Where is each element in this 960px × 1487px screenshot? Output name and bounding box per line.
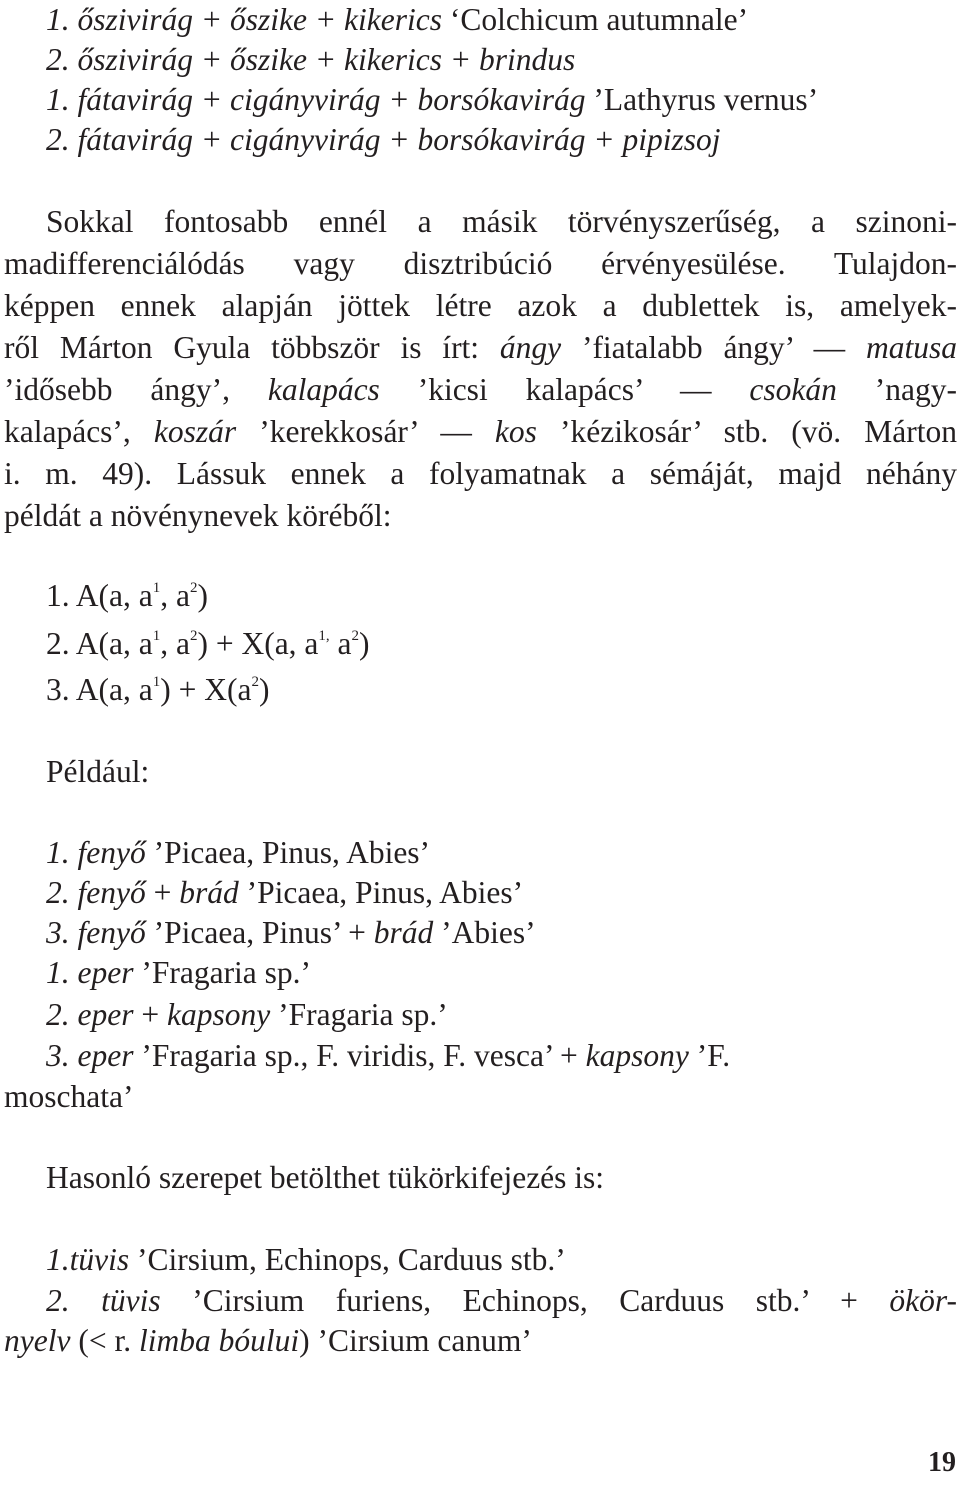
plant-name: kalapács <box>267 372 380 407</box>
gloss: ’Fragaria sp.’ <box>133 955 312 990</box>
text-run: ) <box>258 672 270 707</box>
paragraph-line <box>4 412 957 452</box>
plant-name: kapsony <box>585 1038 689 1073</box>
item-number: 2. <box>46 42 70 77</box>
text-run: ) + X(a <box>160 672 252 707</box>
text-run: 2. A(a, a <box>46 626 153 661</box>
paragraph-line: képpen ennek alapján jöttek létre azok a dublettek is, amelyek- <box>4 288 957 323</box>
gloss: ’Lathyrus vernus’ <box>585 82 819 117</box>
text-run: ) <box>359 626 370 661</box>
plant-name: nyelv <box>4 1323 71 1358</box>
plus-sign: + <box>145 875 180 910</box>
text-run: 1. A(a, a <box>46 578 153 613</box>
item-number: 1. <box>46 82 70 117</box>
gloss: ’Abies’ <box>433 915 536 950</box>
plant-name: fenyő <box>77 875 146 910</box>
paragraph-line: Sokkal fontosabb ennél a másik törvényszerűség, a szinoni- <box>46 204 957 239</box>
section-intro: Hasonló szerepet betölthet tükörkifejezés is: <box>46 1160 605 1195</box>
gloss: ’Picaea, Pinus, Abies’ <box>238 875 524 910</box>
plus-sign: + <box>193 122 231 157</box>
plus-sign: + <box>193 2 231 37</box>
gloss: ’Cirsium, Echinops, Carduus stb.’ <box>129 1242 566 1277</box>
superscript: 2 <box>189 580 198 596</box>
plus-sign: + <box>193 82 231 117</box>
item-number: 2. <box>46 997 70 1032</box>
superscript: 1 <box>152 628 161 644</box>
list-item <box>46 80 960 120</box>
example-item <box>46 913 960 953</box>
plant-name: limba bóului <box>138 1323 300 1358</box>
item-number: 1. <box>46 1242 70 1277</box>
item-number: 3. <box>46 915 70 950</box>
page-number: 19 <box>928 1447 956 1478</box>
gloss: ’Picaea, Pinus’ + <box>145 915 374 950</box>
text-run: ’kézikosár’ stb. (vö. Márton <box>536 414 957 449</box>
plant-name: eper <box>77 997 134 1032</box>
text-run: , a <box>160 626 190 661</box>
plus-sign: + <box>307 42 345 77</box>
item-number: 1. <box>46 2 70 37</box>
text-run: a <box>329 626 352 661</box>
plant-name: őszike <box>230 42 308 77</box>
item-number: 1. <box>46 955 70 990</box>
superscript: 1, <box>318 628 330 644</box>
text-run: ről Márton Gyula többször is írt: <box>4 330 500 365</box>
plant-name: őszivirág <box>77 42 194 77</box>
plant-name: brindus <box>479 42 576 77</box>
example-item <box>46 833 960 873</box>
plant-name: borsókavirág <box>417 82 586 117</box>
plus-sign: + <box>380 82 418 117</box>
item-number: 2. <box>46 122 70 157</box>
plus-sign: + <box>441 42 479 77</box>
superscript: 2 <box>351 628 360 644</box>
plant-name: eper <box>77 1038 134 1073</box>
example-item <box>46 1240 960 1280</box>
plant-name: fátavirág <box>77 122 193 157</box>
plant-name: fátavirág <box>77 82 193 117</box>
paragraph-line: madifferenciálódás vagy disztribúció érvényesülése. Tulajdon- <box>4 246 957 281</box>
text-run: kalapács’, <box>4 414 154 449</box>
plus-sign: + <box>193 42 231 77</box>
text-run: (< r. <box>70 1323 139 1358</box>
item-number: 2. <box>46 1283 70 1318</box>
plant-name: pipizsoj <box>622 122 721 157</box>
plant-name: kikerics <box>344 42 442 77</box>
plant-name: brád <box>179 875 239 910</box>
plant-name: ángy <box>499 330 562 365</box>
list-item <box>46 0 960 40</box>
text-run: ’kicsi kalapács’ — <box>379 372 750 407</box>
plant-name: fenyő <box>77 915 146 950</box>
schema-line <box>46 576 960 616</box>
plant-name: borsókavirág <box>417 122 586 157</box>
plant-name: kapsony <box>167 997 271 1032</box>
gloss: ’Cirsium furiens, Echinops, Carduus stb.’ + <box>160 1283 890 1318</box>
plus-sign: + <box>133 997 167 1032</box>
text-run: ’fiatalabb ángy’ — <box>561 330 866 365</box>
item-number: 3. <box>46 1038 70 1073</box>
gloss: ‘Colchicum autumnale’ <box>441 2 749 37</box>
plant-name: eper <box>77 955 134 990</box>
example-item-continuation: moschata’ <box>4 1079 134 1114</box>
gloss: ’F. <box>688 1038 731 1073</box>
plant-name: kos <box>494 414 537 449</box>
plant-name: csokán <box>749 372 837 407</box>
plant-name: cigányvirág <box>230 122 381 157</box>
superscript: 1 <box>152 580 161 596</box>
text-run: ’kerekkosár’ — <box>236 414 495 449</box>
paragraph-line: i. m. 49). Lássuk ennek a folyamatnak a sémáját, majd néhány <box>4 456 957 491</box>
text-run: ’nagy- <box>836 372 957 407</box>
schema-line <box>46 624 960 664</box>
item-number: 1. <box>46 835 70 870</box>
plant-name: tüvis <box>101 1283 161 1318</box>
plant-name: cigányvirág <box>230 82 381 117</box>
item-number: 2. <box>46 875 70 910</box>
gloss: ’Fragaria sp.’ <box>270 997 448 1032</box>
example-item <box>46 873 960 913</box>
plant-name: fenyő <box>77 835 146 870</box>
paragraph-line <box>4 328 957 368</box>
text-run: ) <box>197 578 208 613</box>
text-run: ) + X(a, a <box>197 626 319 661</box>
paragraph-line <box>4 370 957 410</box>
example-label: Például: <box>46 754 150 789</box>
plus-sign: + <box>585 122 623 157</box>
paragraph-line: példát a növénynevek köréből: <box>4 498 392 533</box>
superscript: 2 <box>189 628 198 644</box>
example-item <box>46 1036 960 1076</box>
plant-name: tüvis <box>69 1242 130 1277</box>
gloss: ’Fragaria sp., F. viridis, F. vesca’ + <box>133 1038 586 1073</box>
plant-name: matusa <box>865 330 957 365</box>
text-run: ’idősebb ángy’, <box>4 372 268 407</box>
plant-name: brád <box>373 915 434 950</box>
example-item-continuation <box>4 1321 960 1361</box>
plant-name: koszár <box>153 414 237 449</box>
superscript: 1 <box>152 674 161 690</box>
gloss: ) ’Cirsium canum’ <box>299 1323 532 1358</box>
text-run: , a <box>160 578 190 613</box>
text-run: 3. A(a, a <box>46 672 153 707</box>
list-item <box>46 120 960 160</box>
plant-name: kikerics <box>344 2 442 37</box>
example-item <box>46 1281 957 1321</box>
example-item <box>46 953 960 993</box>
plant-name: őszivirág <box>77 2 194 37</box>
plus-sign: + <box>307 2 345 37</box>
gloss: ’Picaea, Pinus, Abies’ <box>145 835 431 870</box>
plant-name: ökör- <box>889 1283 958 1318</box>
example-item <box>46 995 960 1035</box>
list-item <box>46 40 960 80</box>
plant-name: őszike <box>230 2 308 37</box>
plus-sign: + <box>380 122 418 157</box>
schema-line <box>46 670 960 710</box>
superscript: 2 <box>251 674 259 690</box>
